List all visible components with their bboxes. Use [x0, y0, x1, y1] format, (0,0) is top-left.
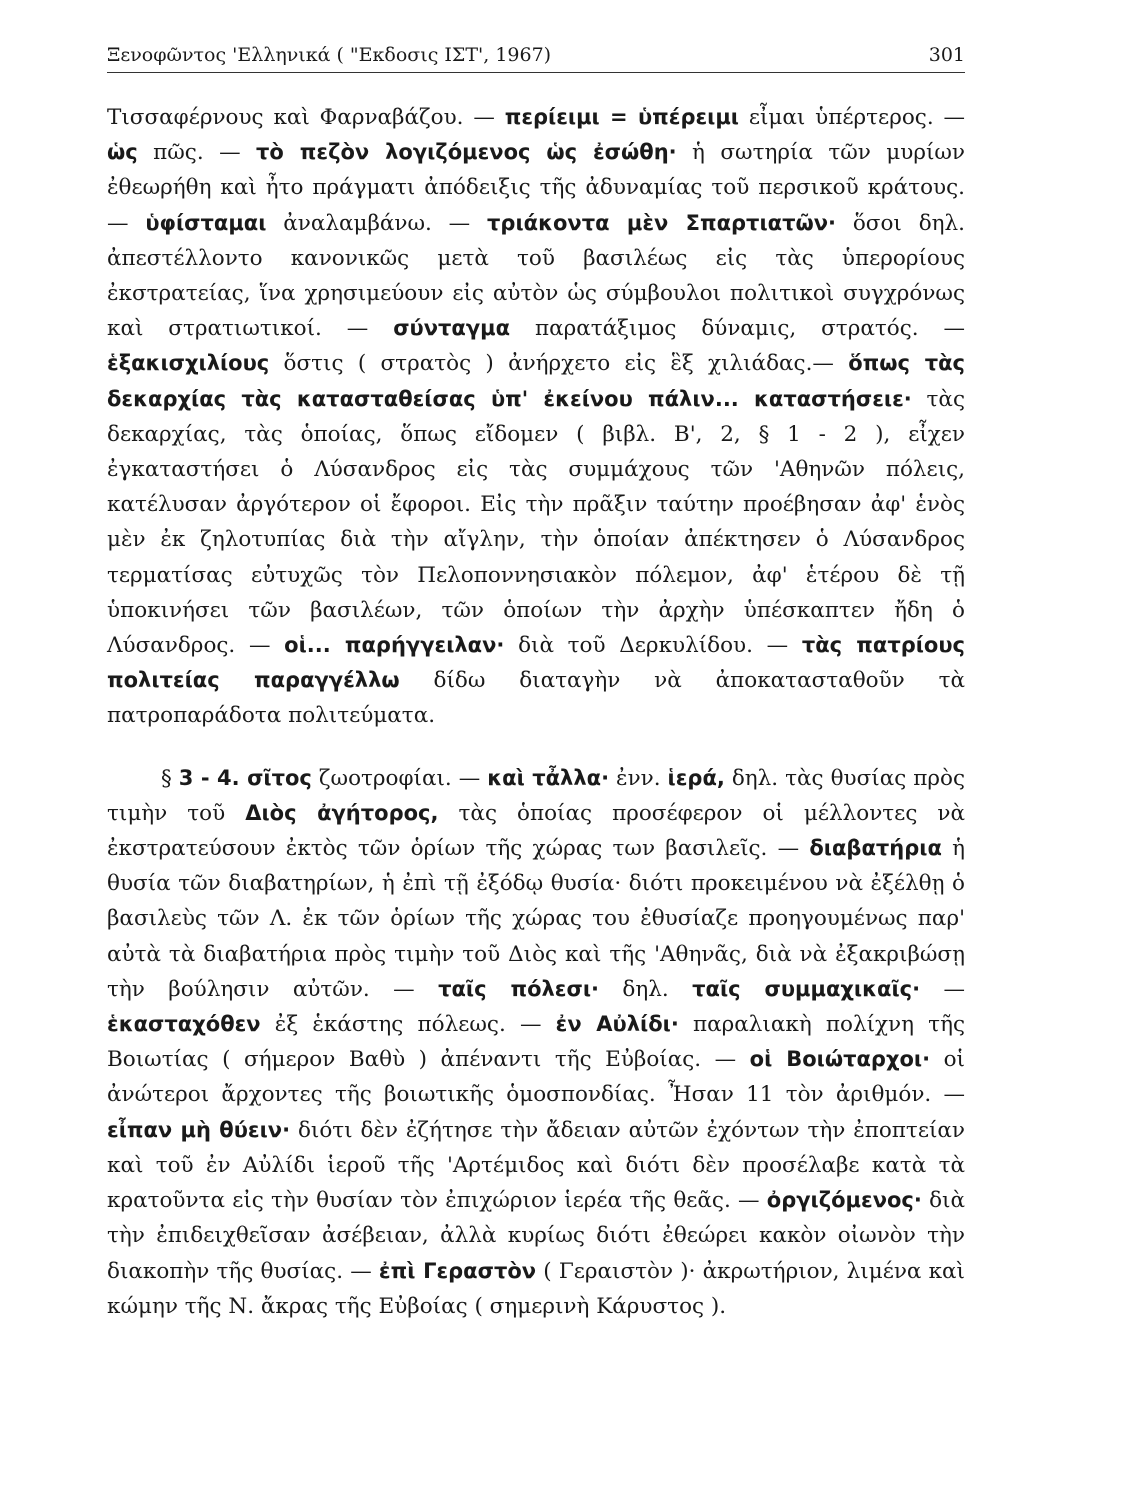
lemma-term: εἶπαν μὴ θύειν·: [107, 1117, 291, 1142]
gloss-text: ἀναλαμβάνω. —: [266, 210, 488, 236]
gloss-text: εἶμαι ὑπέρτερος. —: [739, 105, 965, 130]
gloss-text: Τισσαφέρνους καὶ Φαρναβάζου. —: [107, 105, 505, 130]
lemma-term: ἐν Αὐλίδι·: [555, 1012, 679, 1037]
gloss-text: δηλ. τὰς θυσίας πρὸς τιμὴν τοῦ: [107, 765, 965, 826]
gloss-text: τὰς ὁποίας προσέφερον οἱ μέλλοντες νὰ ἐκστρατεύσουν ἐκτὸς τῶν ὁρίων τῆς χώρας των βασιλεῖς. —: [107, 800, 965, 862]
gloss-text: ἡ σωτηρία τῶν μυρίων ἐθεωρήθη καὶ ἦτο πράγματι ἀπόδειξις τῆς ἀδυναμίας τοῦ περσικοῦ κράτους. —: [107, 140, 965, 236]
gloss-text: ὅστις ( στρατὸς ) ἀνήρχετο εἰς ἓξ χιλιάδας.—: [269, 351, 849, 377]
gloss-text: δηλ.: [599, 976, 693, 1002]
paragraph-section-3-4: [107, 761, 965, 1324]
gloss-text: πῶς. —: [137, 140, 257, 166]
lemma-term: ἐπὶ Γεραστὸν: [378, 1258, 537, 1283]
lemma-term: τὰς πατρίους πολιτείας παραγγέλλω: [107, 633, 965, 693]
lemma-term: καὶ τἆλλα·: [487, 765, 610, 790]
lemma-term: ἱερά,: [667, 765, 725, 790]
running-header: [107, 36, 965, 73]
lemma-term: ὡς: [107, 140, 138, 165]
gloss-text: διότι δὲν ἐζήτησε τὴν ἄδειαν αὐτῶν ἐχόντων τὴν ἐποπτείαν καὶ τοῦ ἐν Αὐλίδι ἱεροῦ τῆς 'Αρτέμιδος καὶ διότι δὲν προσέλαβε κατὰ τὰ κρατοῦντα εἰς τὴν θυσίαν τὸν ἐπιχώριον ἱερέα τῆς θεᾶς. —: [107, 1117, 965, 1214]
lemma-term: ἑκασταχόθεν: [107, 1012, 261, 1037]
lemma-term: ὀργιζόμενος·: [766, 1188, 922, 1213]
gloss-text: ( Γεραιστὸν )· ἀκρωτήριον, λιμένα καὶ κώμην τῆς Ν. ἄκρας τῆς Εὐβοίας ( σημερινὴ Κάρυστος ).: [107, 1258, 965, 1319]
gloss-text: ἡ θυσία τῶν διαβατηρίων, ἡ ἐπὶ τῇ ἐξόδῳ θυσία· διότι προκειμένου νὰ ἐξέλθῃ ὁ βασιλεὺς τῶν Λ. ἐκ τῶν ὁρίων τῆς χώρας του ἐθυσίαζε προηγουμένως παρ' αὐτὰ τὰ διαβατήρια πρὸς τιμὴν τοῦ Διὸς καὶ τῆς 'Αθηνᾶς, διὰ νὰ ἐξακριβώσῃ τὴν βούλησιν αὐτῶν. —: [107, 836, 965, 1002]
lemma-term: ὑφίσταμαι: [145, 210, 267, 235]
lemma-term: ἑξακισχιλίους: [107, 351, 270, 376]
lemma-term: σύνταγμα: [393, 316, 511, 341]
lemma-term: ὅπως τὰς δεκαρχίας τὰς κατασταθείσας ὑπ' ἐκείνου πάλιν... καταστήσειε·: [107, 351, 966, 411]
lemma-term: οἱ Βοιώταρχοι·: [749, 1047, 931, 1072]
gloss-text: παρατάξιμος δύναμις, στρατός. —: [510, 316, 965, 342]
paragraph-1: [107, 100, 965, 734]
gloss-text: δίδω διαταγὴν νὰ ἀποκατασταθοῦν τὰ πατροπαράδοτα πολιτεύματα.: [107, 668, 965, 729]
gloss-text: ὅσοι δηλ. ἀπεστέλλοντο κανονικῶς μετὰ τοῦ βασιλέως εἰς τὰς ὑπερορίους ἐκστρατείας, ἵνα χρησιμεύουν εἰς αὐτὸν ὡς σύμβουλοι πολιτικοὶ συγχρόνως καὶ στρατιωτικοί. —: [107, 210, 965, 342]
lemma-term: Διὸς ἀγήτορος,: [245, 800, 439, 825]
gloss-text: οἱ ἀνώτεροι ἄρχοντες τῆς βοιωτικῆς ὁμοσπονδίας. Ἦσαν 11 τὸν ἀριθμόν. —: [107, 1047, 965, 1108]
lemma-term: 3 - 4. σῖτος: [178, 765, 312, 790]
lemma-term: τὸ πεζὸν λογιζόμενος ὡς ἐσώθη·: [256, 140, 677, 165]
lemma-term: διαβατήρια: [809, 836, 942, 861]
gloss-text: τὰς δεκαρχίας, τὰς ὁποίας, ὅπως εἴδομεν ( βιβλ. Β', 2, § 1 - 2 ), εἶχεν ἐγκαταστήσει ὁ Λύσανδρος εἰς τὰς συμμάχους τῶν 'Αθηνῶν πόλεις, κατέλυσαν ἀργότερον οἱ ἔφοροι. Εἰς τὴν πρᾶξιν ταύτην προέβησαν ἀφ' ἑνὸς μὲν ἐκ ζηλοτυπίας διὰ τὴν αἴγλην, τὴν ὁποίαν ἀπέκτησεν ὁ Λύσανδρος τερματίσας εὐτυχῶς τὸν Πελοποννησιακὸν πόλεμον, ἀφ' ἑτέρου δὲ τῇ ὑποκινήσει τῶν βασιλέων, τῶν ὁποίων τὴν ἀρχὴν ὑπέσκαπτεν ἤδη ὁ Λύσανδρος. —: [107, 386, 965, 659]
running-title: Ξενοφῶντος 'Ελληνικά ( "Εκδοσις ΙΣΤ', 1967): [107, 44, 552, 66]
lemma-term: τριάκοντα μὲν Σπαρτιατῶν·: [487, 210, 837, 235]
gloss-text: διὰ τὴν ἐπιδειχθεῖσαν ἀσέβειαν, ἀλλὰ κυρίως διότι ἐθεώρει κακὸν οἰωνὸν τὴν διακοπὴν τῆς θυσίας. —: [107, 1188, 965, 1284]
gloss-text: παραλιακὴ πολίχνη τῆς Βοιωτίας ( σήμερον Βαθὺ ) ἀπέναντι τῆς Εὐβοίας. —: [107, 1012, 965, 1073]
commentary-body: [107, 100, 965, 1324]
page-number: 301: [928, 44, 965, 66]
lemma-term: ταῖς πόλεσι·: [438, 976, 599, 1001]
gloss-text: §: [161, 765, 179, 791]
gloss-text: ἐξ ἑκάστης πόλεως. —: [260, 1012, 556, 1038]
gloss-text: ἐνν.: [609, 765, 668, 791]
lemma-term: οἱ... παρήγγειλαν·: [284, 633, 505, 658]
gloss-text: ζωοτροφίαι. —: [311, 765, 488, 791]
lemma-term: περίειμι = ὑπέρειμι: [504, 105, 739, 129]
gloss-text: —: [920, 976, 965, 1002]
lemma-term: ταῖς συμμαχικαῖς·: [692, 976, 921, 1001]
gloss-text: διὰ τοῦ Δερκυλίδου. —: [504, 633, 802, 659]
